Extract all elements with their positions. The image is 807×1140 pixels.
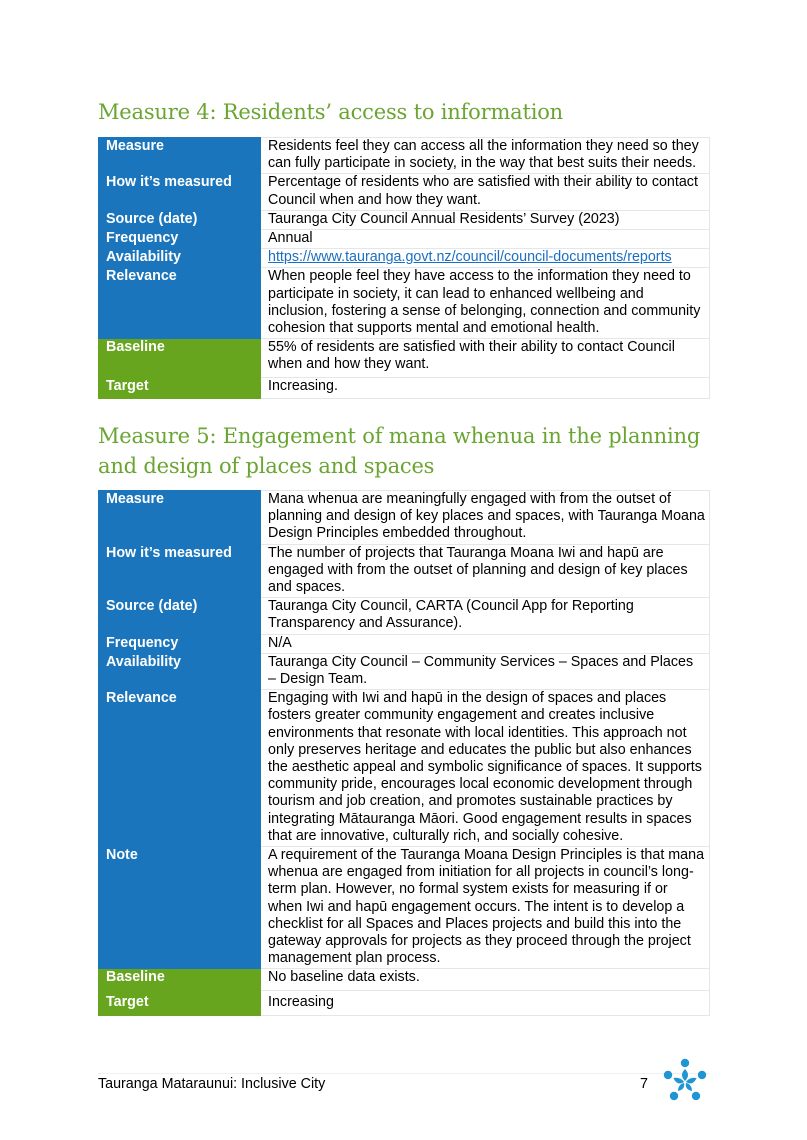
row-value: Tauranga City Council – Community Services – Spaces and Places – Design Team.	[261, 653, 710, 689]
row-value: No baseline data exists.	[261, 969, 710, 990]
row-value: N/A	[261, 634, 710, 653]
table-row	[99, 249, 710, 268]
row-label: How it’s measured	[99, 174, 261, 210]
row-value: Engaging with Iwi and hapū in the design of spaces and places fosters greater community engagement and creates inclusive environments that resonate with local identities. This approach not only preserves heritage and educates the public but also enhances the aesthetic appeal and symbolic significance of spaces. It supports community pride, encourages local economic development through tourism and job creation, and promotes sustainable practices by integrating Mātauranga Māori. Good engagement results in spaces that are innovative, culturally rich, and socially cohesive.	[261, 690, 710, 847]
row-value: A requirement of the Tauranga Moana Design Principles is that mana whenua are engaged from initiation for all projects in council’s long-term plan. However, no formal system exists for measuring if or when Iwi and hapū engagement occurs. The intent is to develop a checklist for all Spaces and Places projects and build this into the gateway approvals for projects as they proceed through the project management plan process.	[261, 847, 710, 969]
row-label: Baseline	[99, 969, 261, 990]
row-value: Residents feel they can access all the information they need so they can fully participate in society, in the way that best suits their needs.	[261, 138, 710, 174]
row-label: Frequency	[99, 634, 261, 653]
table-row	[99, 653, 710, 689]
row-value: Tauranga City Council, CARTA (Council App for Reporting Transparency and Assurance).	[261, 598, 710, 634]
row-label: Target	[99, 990, 261, 1015]
row-label: Availability	[99, 653, 261, 689]
table-row	[99, 491, 710, 545]
row-value: Percentage of residents who are satisfied with their ability to contact Council when and how they want.	[261, 174, 710, 210]
row-value: When people feel they have access to the information they need to participate in society, it can lead to enhanced wellbeing and inclusion, fostering a sense of belonging, connection and community cohesion that supports mental and emotional health.	[261, 268, 710, 339]
row-label: Availability	[99, 249, 261, 268]
table-row	[99, 544, 710, 598]
row-label: How it’s measured	[99, 544, 261, 598]
row-label: Measure	[99, 138, 261, 174]
row-label: Measure	[99, 491, 261, 545]
row-label: Source (date)	[99, 598, 261, 634]
row-label: Note	[99, 847, 261, 969]
row-value: Annual	[261, 230, 710, 249]
table-row	[99, 634, 710, 653]
row-value: Increasing.	[261, 377, 710, 398]
footer-title: Tauranga Mataraunui: Inclusive City	[98, 1076, 326, 1092]
measure-5-table	[98, 490, 710, 1016]
page-number: 7	[640, 1076, 648, 1092]
table-row	[99, 339, 710, 377]
row-value: 55% of residents are satisfied with their ability to contact Council when and how they want.	[261, 339, 710, 377]
measure-4-table	[98, 137, 710, 399]
row-value: Increasing	[261, 990, 710, 1015]
table-row	[99, 690, 710, 847]
table-row	[99, 174, 710, 210]
table-row	[99, 210, 710, 229]
row-label: Relevance	[99, 268, 261, 339]
availability-link[interactable]: https://www.tauranga.govt.nz/council/council-documents/reports	[268, 249, 672, 266]
row-label: Relevance	[99, 690, 261, 847]
table-row	[99, 847, 710, 969]
table-row	[99, 969, 710, 990]
table-row	[99, 138, 710, 174]
row-value	[261, 249, 710, 268]
table-row	[99, 230, 710, 249]
table-row	[99, 268, 710, 339]
footer-divider	[98, 1073, 710, 1074]
row-label: Baseline	[99, 339, 261, 377]
row-label: Target	[99, 377, 261, 398]
row-label: Source (date)	[99, 210, 261, 229]
row-value: The number of projects that Tauranga Moana Iwi and hapū are engaged with from the outset of planning and design of key places and spaces.	[261, 544, 710, 598]
people-circle-logo-icon	[662, 1058, 708, 1104]
row-label: Frequency	[99, 230, 261, 249]
table-row	[99, 990, 710, 1015]
row-value: Mana whenua are meaningfully engaged with from the outset of planning and design of key places and spaces, with Tauranga Moana Design Principles embedded throughout.	[261, 491, 710, 545]
measure-4-heading: Measure 4: Residents’ access to information	[98, 100, 564, 124]
table-row	[99, 598, 710, 634]
table-row	[99, 377, 710, 398]
row-value: Tauranga City Council Annual Residents’ Survey (2023)	[261, 210, 710, 229]
measure-5-heading: Measure 5: Engagement of mana whenua in the planning and design of places and spaces	[98, 424, 701, 478]
